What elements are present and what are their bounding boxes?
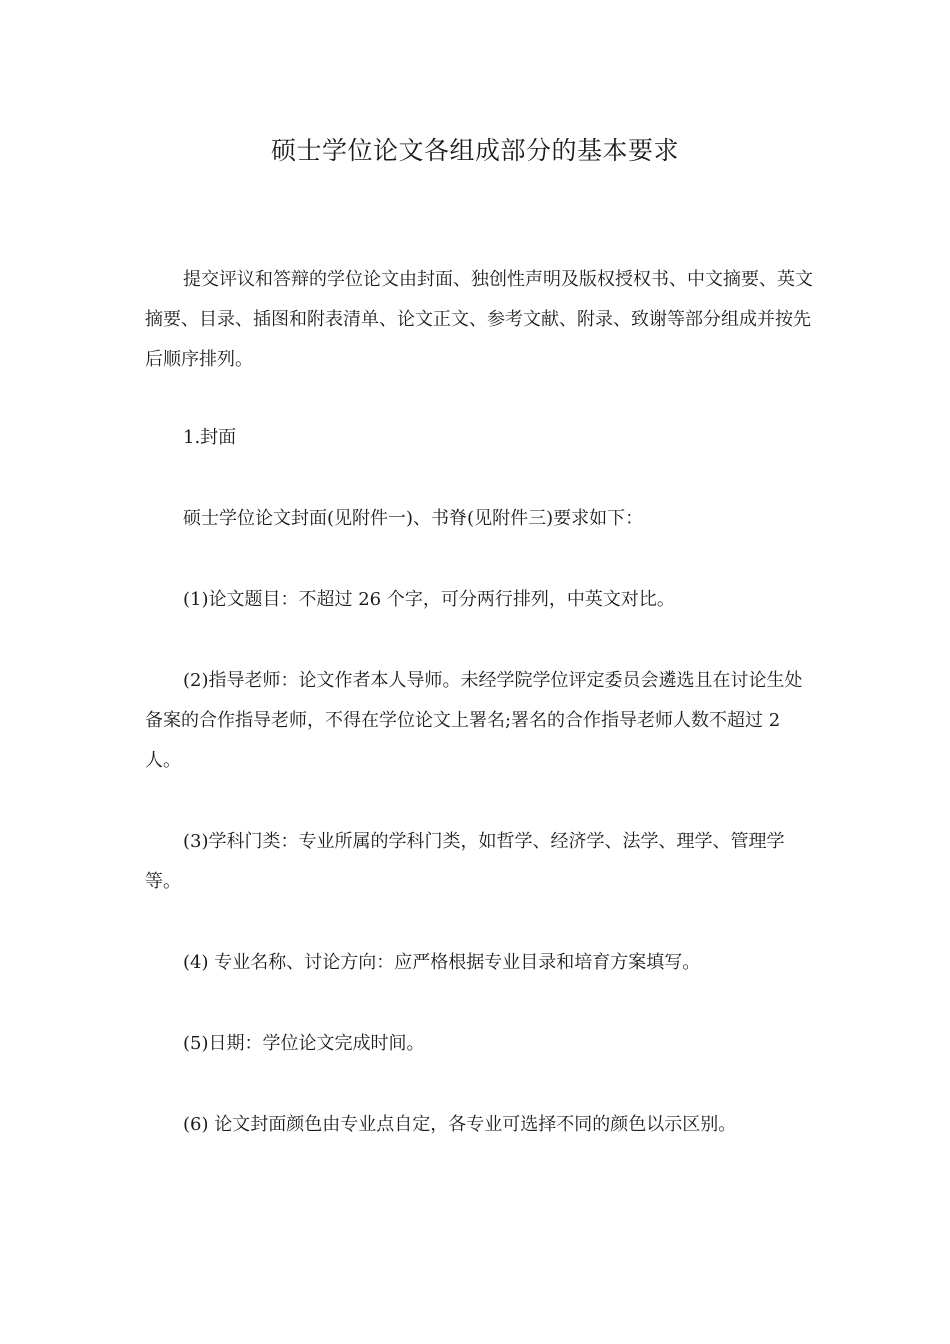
list-item-5: (5)日期：学位论文完成时间。 [183, 1033, 425, 1054]
list-item-4: (4) 专业名称、讨论方向：应严格根据专业目录和培育方案填写。 [183, 952, 701, 973]
list-item-6: (6) 论文封面颜色由专业点自定，各专业可选择不同的颜色以示区别。 [183, 1114, 737, 1135]
list-item-2: (2)指导老师：论文作者本人导师。未经学院学位评定委员会遴选且在讨论生处备案的合作指导老师，不得在学位论文上署名;署名的合作指导老师人数不超过 2 人。 [145, 670, 803, 771]
section-heading: 1.封面 [183, 427, 237, 448]
document-title: 硕士学位论文各组成部分的基本要求 [270, 136, 679, 165]
section-intro-paragraph: 硕士学位论文封面(见附件一)、书脊(见附件三)要求如下： [183, 508, 644, 529]
list-item-1: (1)论文题目：不超过 26 个字，可分两行排列，中英文对比。 [183, 589, 675, 610]
list-item-3: (3)学科门类：专业所属的学科门类，如哲学、经济学、法学、理学、管理学等。 [145, 831, 785, 892]
intro-paragraph: 提交评议和答辩的学位论文由封面、独创性声明及版权授权书、中文摘要、英文摘要、目录、插图和附表清单、论文正文、参考文献、附录、致谢等部分组成并按先后顺序排列。 [145, 269, 813, 370]
